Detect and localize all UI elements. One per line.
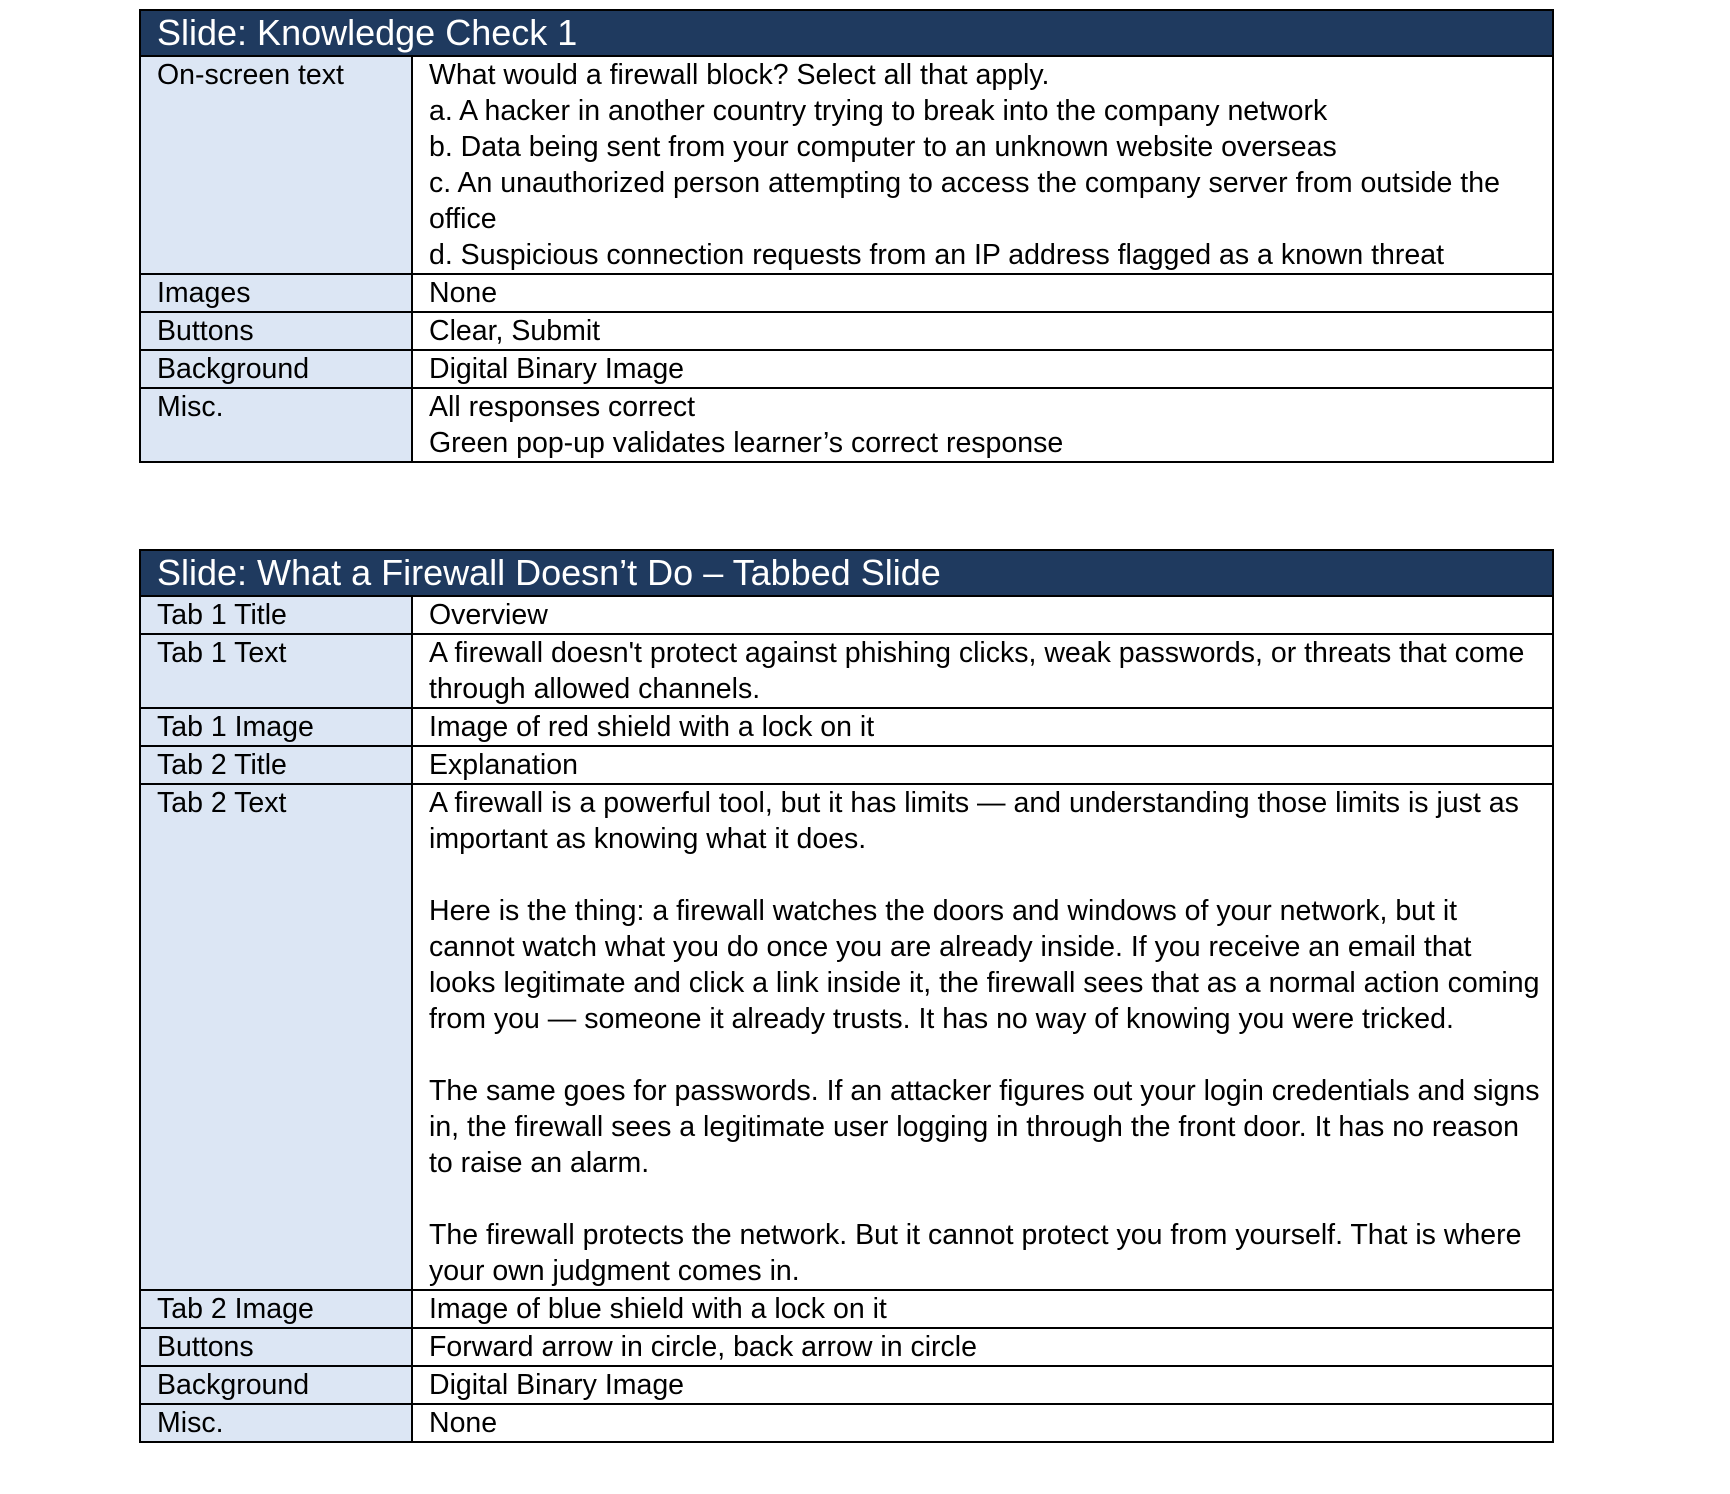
question-text: What would a firewall block? Select all that apply. [429, 59, 1050, 91]
misc-line: Green pop-up validates learner’s correct response [429, 427, 1064, 459]
row-label: Buttons [140, 1328, 412, 1366]
table-row [140, 1366, 1553, 1404]
table-row [140, 634, 1553, 708]
row-label: Misc. [140, 388, 412, 462]
table-row [140, 708, 1553, 746]
paragraph: A firewall is a powerful tool, but it has limits — and understanding those limits is just as important as knowing what it does. [429, 787, 1527, 855]
table-row [140, 1404, 1553, 1442]
row-value: Digital Binary Image [412, 1366, 1553, 1404]
row-value: Clear, Submit [412, 312, 1553, 350]
table-row [140, 596, 1553, 634]
table-row [140, 784, 1553, 1290]
row-value: Forward arrow in circle, back arrow in circle [412, 1328, 1553, 1366]
row-label: Background [140, 350, 412, 388]
row-label: Tab 1 Text [140, 634, 412, 708]
row-label: Tab 1 Image [140, 708, 412, 746]
row-value: None [412, 1404, 1553, 1442]
row-label: Buttons [140, 312, 412, 350]
row-value [412, 784, 1553, 1290]
answer-option: a. A hacker in another country trying to break into the company network [429, 95, 1328, 127]
table-row [140, 312, 1553, 350]
knowledge-check-table [139, 9, 1554, 463]
row-value: Digital Binary Image [412, 350, 1553, 388]
row-value: None [412, 274, 1553, 312]
slide-title: Slide: Knowledge Check 1 [140, 10, 1553, 56]
slide-title-row [140, 10, 1553, 56]
slide-title-row [140, 550, 1553, 596]
row-value: Image of red shield with a lock on it [412, 708, 1553, 746]
row-value: Overview [412, 596, 1553, 634]
table-row [140, 56, 1553, 274]
row-value: A firewall doesn't protect against phishing clicks, weak passwords, or threats that come through allowed channels. [412, 634, 1553, 708]
table-row [140, 1328, 1553, 1366]
row-label: Tab 2 Image [140, 1290, 412, 1328]
tabbed-slide-table [139, 549, 1554, 1443]
answer-option: d. Suspicious connection requests from an IP address flagged as a known threat [429, 239, 1444, 271]
row-value: Image of blue shield with a lock on it [412, 1290, 1553, 1328]
answer-option: b. Data being sent from your computer to an unknown website overseas [429, 131, 1337, 163]
answer-option: c. An unauthorized person attempting to access the company server from outside the office [429, 167, 1508, 235]
row-label: Tab 2 Title [140, 746, 412, 784]
row-label: Tab 2 Text [140, 784, 412, 1290]
slide-title: Slide: What a Firewall Doesn’t Do – Tabbed Slide [140, 550, 1553, 596]
row-label: Background [140, 1366, 412, 1404]
paragraph: The firewall protects the network. But it cannot protect you from yourself. That is where your own judgment comes in. [429, 1219, 1530, 1287]
table-row [140, 746, 1553, 784]
misc-line: All responses correct [429, 391, 696, 423]
row-value [412, 388, 1553, 462]
table-row [140, 388, 1553, 462]
paragraph: Here is the thing: a firewall watches the doors and windows of your network, but it cannot watch what you do once you are already inside. If you receive an email that looks legitimate and click a link inside it, the firewall sees that as a normal action coming from you — someone it already trusts. It has no way of knowing you were tricked. [429, 895, 1548, 1035]
table-row [140, 274, 1553, 312]
paragraph: The same goes for passwords. If an attacker figures out your login credentials and signs in, the firewall sees a legitimate user logging in through the front door. It has no reason to raise an alarm. [429, 1075, 1548, 1179]
row-label: Misc. [140, 1404, 412, 1442]
row-label: On-screen text [140, 56, 412, 274]
table-row [140, 350, 1553, 388]
row-value: Explanation [412, 746, 1553, 784]
row-label: Tab 1 Title [140, 596, 412, 634]
row-value [412, 56, 1553, 274]
table-row [140, 1290, 1553, 1328]
row-label: Images [140, 274, 412, 312]
